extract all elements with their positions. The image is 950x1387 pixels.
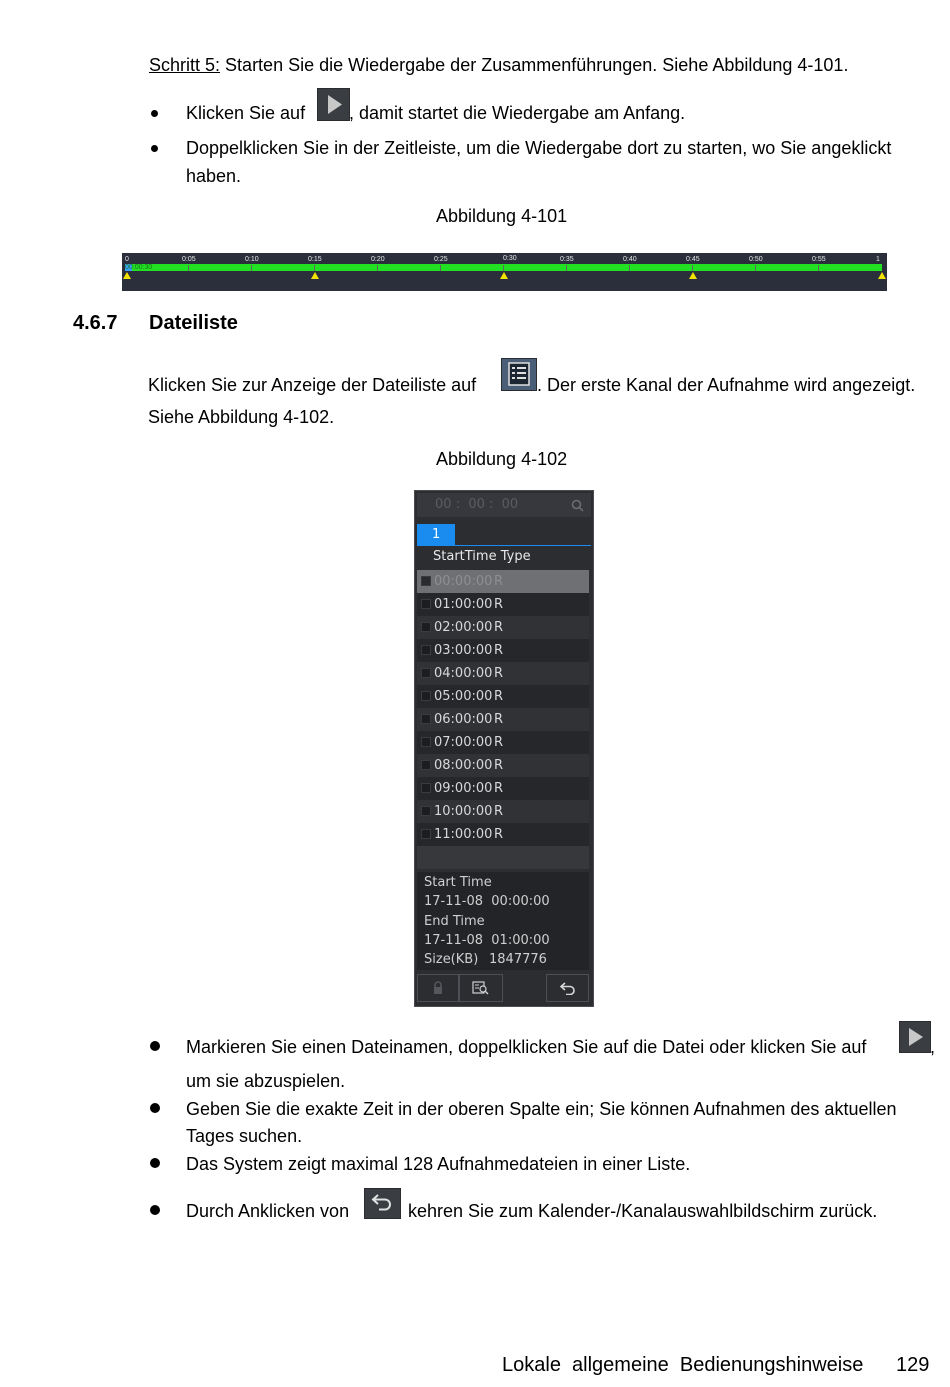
bullet-text: Geben Sie die exakte Zeit in der oberen Spalte ein; Sie können Aufnahmen des aktuellen [186, 1099, 897, 1119]
file-list-icon [501, 358, 537, 391]
intro-text: . Der erste Kanal der Aufnahme wird angezeigt. [537, 375, 916, 395]
search-icon[interactable] [571, 499, 584, 512]
bullet-text: Durch Anklicken von [186, 1201, 350, 1221]
time-input[interactable]: 00 : 00 : 00 [435, 497, 519, 512]
play-icon [317, 88, 350, 121]
bullet-text: haben. [186, 166, 242, 186]
file-checkbox[interactable] [421, 829, 431, 839]
bullet-text: Das System zeigt maximal 128 Aufnahmedateien in einer Liste. [186, 1154, 691, 1174]
file-time: 05:00:00 [434, 689, 493, 704]
timeline-tick [188, 265, 189, 271]
file-row[interactable] [417, 685, 589, 708]
file-checkbox[interactable] [421, 806, 431, 816]
timeline-label: 0:25 [434, 256, 448, 263]
intro-text: Klicken Sie zur Anzeige der Dateiliste auf [148, 375, 477, 395]
file-time: 11:00:00 [434, 827, 493, 842]
timeline-marker [689, 272, 697, 279]
file-type: R [494, 758, 504, 773]
file-list-panel [414, 490, 594, 1007]
end-time-value: 17-11-08 01:00:00 [424, 933, 550, 948]
list-header: StartTime Type [433, 549, 531, 564]
step-label: Schritt 5: [149, 55, 221, 75]
file-checkbox[interactable] [421, 714, 431, 724]
file-type: R [494, 781, 504, 796]
bullet-text: Markieren Sie einen Dateinamen, doppelklicken Sie auf die Datei oder klicken Sie auf [186, 1037, 867, 1057]
play-icon [899, 1021, 931, 1053]
file-checkbox[interactable] [421, 645, 431, 655]
timeline-marker [878, 272, 886, 279]
file-info-box [417, 872, 589, 970]
page-number: 129 [896, 1354, 930, 1376]
file-row[interactable] [417, 593, 589, 616]
file-row[interactable] [417, 754, 589, 777]
bullet-text: kehren Sie zum Kalender-/Kanalauswahlbildschirm zurück. [408, 1201, 878, 1221]
timeline-tick [440, 265, 441, 271]
figure-caption: Abbildung 4-101 [436, 206, 568, 226]
timeline-marker [500, 272, 508, 279]
file-time: 01:00:00 [434, 597, 493, 612]
timeline-label: 0:55 [812, 256, 826, 263]
timeline-label: 0 [125, 256, 129, 263]
file-type: R [494, 827, 504, 842]
timeline-tick [377, 265, 378, 271]
bullet-text: , [930, 1037, 936, 1057]
file-time: 06:00:00 [434, 712, 493, 727]
timeline-label: 0:30 [503, 255, 517, 262]
file-row[interactable] [417, 616, 589, 639]
footer-text: Lokale allgemeine Bedienungshinweise [502, 1354, 864, 1376]
file-type: R [494, 643, 504, 658]
step-line [149, 55, 848, 77]
timeline-tick [818, 265, 819, 271]
intro-text: Siehe Abbildung 4-102. [148, 407, 335, 427]
file-type: R [494, 666, 504, 681]
timeline-label: 0:40 [623, 256, 637, 263]
timeline-tick [755, 265, 756, 271]
file-time: 04:00:00 [434, 666, 493, 681]
bullet-text: Klicken Sie auf [186, 103, 306, 123]
file-time: 09:00:00 [434, 781, 493, 796]
back-icon [364, 1188, 401, 1219]
size-value: 1847776 [489, 952, 547, 967]
timeline-label: 0:45 [686, 256, 700, 263]
file-time: 08:00:00 [434, 758, 493, 773]
timeline-tick [692, 265, 693, 271]
file-type: R [494, 689, 504, 704]
end-time-label: End Time [424, 914, 485, 929]
file-checkbox[interactable] [421, 668, 431, 678]
bullet-text: Doppelklicken Sie in der Zeitleiste, um die Wiedergabe dort zu starten, wo Sie angeklickt [186, 138, 892, 158]
file-checkbox[interactable] [421, 576, 431, 586]
size-label: Size(KB) [424, 952, 479, 967]
file-time: 00:00:00 [434, 574, 493, 589]
file-type: R [494, 620, 504, 635]
file-checkbox[interactable] [421, 622, 431, 632]
start-time-value: 17-11-08 00:00:00 [424, 894, 550, 909]
timeline-label: 0:15 [308, 256, 322, 263]
file-row[interactable] [417, 823, 589, 846]
file-time: 10:00:00 [434, 804, 493, 819]
file-checkbox[interactable] [421, 599, 431, 609]
timeline-label: 0:20 [371, 256, 385, 263]
file-row[interactable] [417, 708, 589, 731]
current-time: 00:00:30 [125, 264, 153, 271]
timeline-label: 0:35 [560, 256, 574, 263]
timeline-tick [629, 265, 630, 271]
channel-tab[interactable] [417, 524, 455, 545]
file-row-selected[interactable] [417, 570, 589, 593]
file-checkbox[interactable] [421, 760, 431, 770]
file-type: R [494, 597, 504, 612]
back-icon [559, 981, 577, 995]
file-row[interactable] [417, 777, 589, 800]
timeline-tick [503, 265, 504, 271]
lock-button[interactable] [417, 974, 459, 1002]
bullet-dot [150, 1041, 160, 1051]
playback-timeline[interactable] [122, 253, 887, 291]
file-type: R [494, 735, 504, 750]
timeline-label: 0:10 [245, 256, 259, 263]
bullet-text: Tages suchen. [186, 1126, 303, 1146]
lock-icon [431, 981, 445, 995]
timeline-tick [566, 265, 567, 271]
file-row[interactable] [417, 800, 589, 823]
file-search-icon [472, 980, 490, 996]
file-time: 07:00:00 [434, 735, 493, 750]
timeline-label: 0:50 [749, 256, 763, 263]
section-number: 4.6.7 [73, 312, 118, 334]
bullet-dot [151, 110, 158, 117]
file-checkbox[interactable] [421, 691, 431, 701]
timeline-marker [123, 272, 131, 279]
timeline-label: 0:05 [182, 256, 196, 263]
timeline-marker [311, 272, 319, 279]
bullet-dot [150, 1205, 160, 1215]
file-row[interactable] [417, 731, 589, 754]
list-empty-row [417, 846, 589, 869]
file-time: 02:00:00 [434, 620, 493, 635]
back-button[interactable] [546, 974, 589, 1002]
section-title: Dateiliste [149, 312, 238, 334]
timeline-tick [251, 265, 252, 271]
time-search-field[interactable] [417, 493, 591, 517]
file-row[interactable] [417, 662, 589, 685]
figure-caption: Abbildung 4-102 [436, 449, 568, 469]
step-text: Starten Sie die Wiedergabe der Zusammenführungen. Siehe Abbildung 4-101. [225, 55, 849, 75]
tab-underline [417, 545, 591, 546]
channel-tab-label: 1 [432, 527, 441, 542]
file-type: R [494, 574, 504, 589]
bullet-dot [151, 145, 158, 152]
timeline-label: 1 [876, 256, 880, 263]
bullet-dot [150, 1103, 160, 1113]
file-type: R [494, 712, 504, 727]
timeline-tick [314, 265, 315, 271]
file-row[interactable] [417, 639, 589, 662]
file-search-button[interactable] [459, 974, 503, 1002]
file-checkbox[interactable] [421, 783, 431, 793]
bullet-dot [150, 1158, 160, 1168]
start-time-label: Start Time [424, 875, 492, 890]
file-type: R [494, 804, 504, 819]
file-checkbox[interactable] [421, 737, 431, 747]
file-time: 03:00:00 [434, 643, 493, 658]
bullet-text: um sie abzuspielen. [186, 1071, 346, 1091]
bullet-text: , damit startet die Wiedergabe am Anfang. [349, 103, 686, 123]
